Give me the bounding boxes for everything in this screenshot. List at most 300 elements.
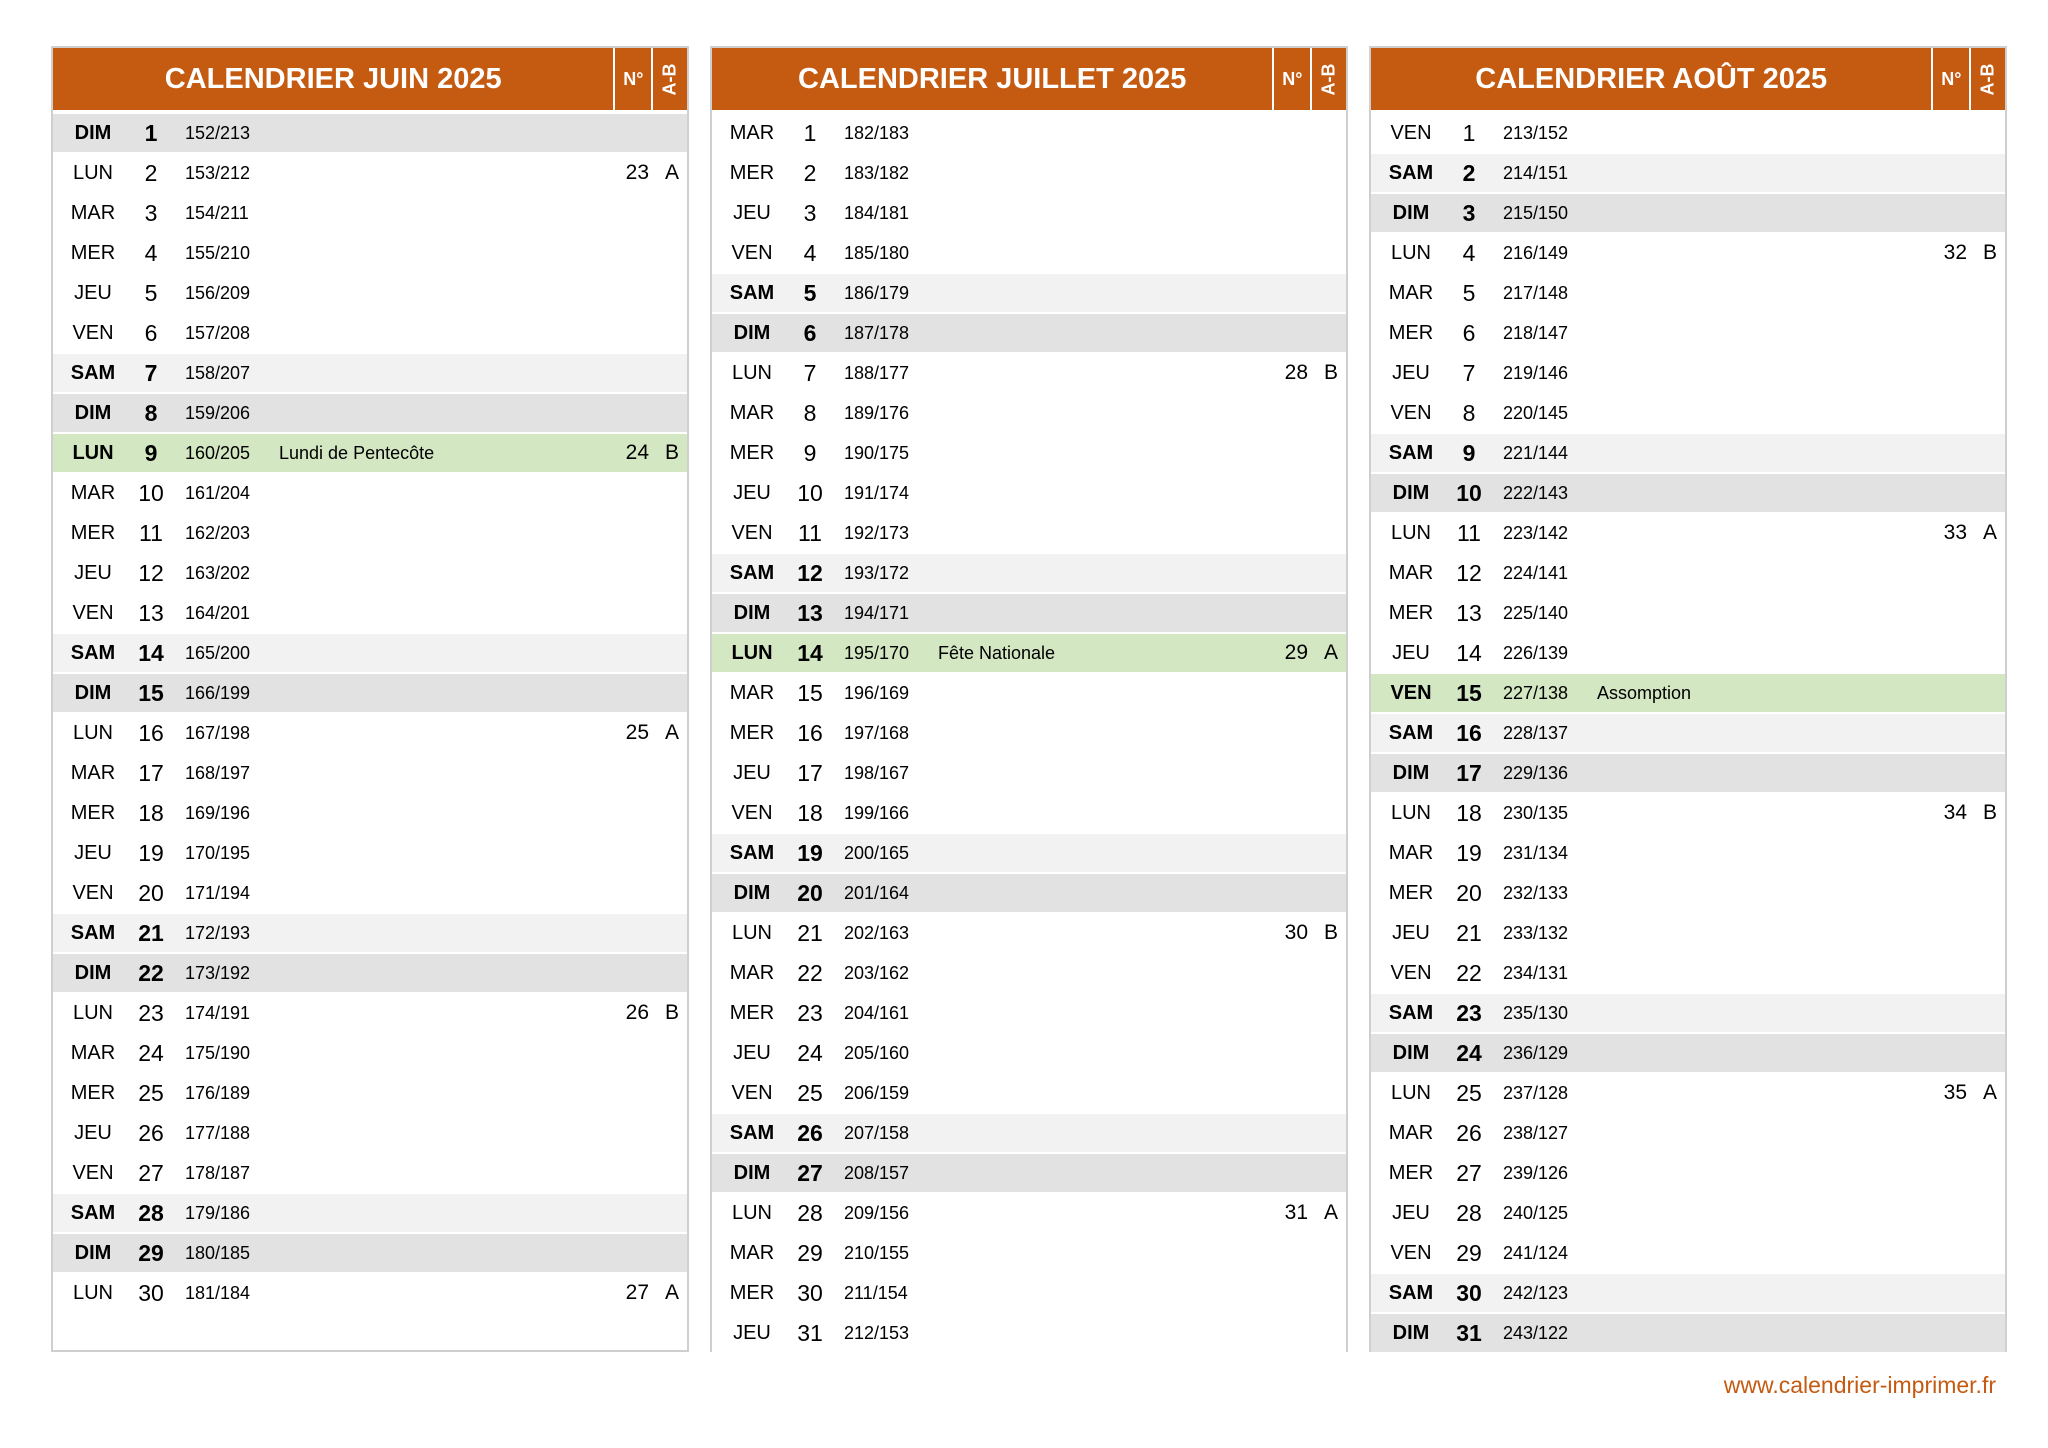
- day-row: [712, 1314, 1346, 1352]
- day-of-year: 239/126: [1503, 1162, 1569, 1183]
- day-of-year: 166/199: [185, 682, 251, 703]
- day-name: DIM: [733, 321, 771, 344]
- day-of-year: 234/131: [1503, 962, 1569, 983]
- day-name: MAR: [70, 1041, 116, 1064]
- day-name: VEN: [731, 801, 773, 824]
- day-of-year: 218/147: [1503, 322, 1569, 343]
- day-row: [1371, 314, 2005, 352]
- day-number: 17: [138, 759, 164, 786]
- day-name: JEU: [74, 281, 112, 304]
- day-name: DIM: [74, 681, 112, 704]
- day-number: 29: [797, 1239, 823, 1266]
- day-row: [1371, 434, 2005, 472]
- day-name: DIM: [733, 1161, 771, 1184]
- day-row: [1371, 994, 2005, 1032]
- day-of-year: 212/153: [844, 1322, 910, 1343]
- day-name: LUN: [72, 721, 113, 744]
- day-name: DIM: [74, 1241, 112, 1264]
- day-of-year: 169/196: [185, 802, 251, 823]
- day-number: 11: [798, 519, 822, 546]
- day-number: 26: [138, 1119, 164, 1146]
- day-row: [712, 154, 1346, 192]
- day-of-year: 182/183: [844, 122, 910, 143]
- day-name: DIM: [1392, 1041, 1430, 1064]
- day-name: MER: [70, 1081, 116, 1104]
- day-name: VEN: [72, 601, 114, 624]
- day-of-year: 198/167: [844, 762, 910, 783]
- day-row: [1371, 514, 2005, 552]
- day-number: 4: [803, 239, 817, 266]
- day-of-year: 238/127: [1503, 1122, 1569, 1143]
- day-number: 11: [1457, 519, 1481, 546]
- week-number-header: N°: [1931, 48, 1969, 110]
- day-row: [53, 1274, 687, 1312]
- day-row: [1371, 874, 2005, 912]
- day-name: LUN: [731, 641, 773, 664]
- day-number: 22: [797, 959, 823, 986]
- day-of-year: 156/209: [185, 282, 251, 303]
- day-name: JEU: [733, 761, 771, 784]
- day-of-year: 216/149: [1503, 242, 1569, 263]
- day-name: SAM: [1388, 441, 1434, 464]
- day-number: 13: [138, 599, 164, 626]
- week-ab: A: [664, 161, 679, 184]
- day-of-year: 233/132: [1503, 922, 1569, 943]
- day-row: [53, 394, 687, 432]
- day-of-year: 205/160: [844, 1042, 910, 1063]
- day-number: 17: [1456, 759, 1482, 786]
- day-name: MAR: [729, 401, 775, 424]
- day-number: 13: [1456, 599, 1482, 626]
- day-name: DIM: [1392, 1321, 1430, 1344]
- day-name: DIM: [733, 881, 771, 904]
- day-row: [1371, 394, 2005, 432]
- day-name: LUN: [1390, 801, 1431, 824]
- week-number: 30: [1284, 921, 1308, 944]
- day-name: VEN: [72, 321, 114, 344]
- day-name: MER: [729, 441, 775, 464]
- day-number: 30: [797, 1279, 823, 1306]
- day-name: SAM: [70, 361, 116, 384]
- day-row: [53, 554, 687, 592]
- day-number: 16: [1456, 719, 1482, 746]
- day-of-year: 236/129: [1503, 1042, 1569, 1063]
- day-row: [53, 114, 687, 152]
- day-number: 12: [1456, 559, 1482, 586]
- day-number: 29: [1456, 1239, 1482, 1266]
- week-ab-header: [1969, 48, 2005, 110]
- day-of-year: 203/162: [844, 962, 910, 983]
- day-of-year: 227/138: [1503, 682, 1569, 703]
- month-header: [53, 48, 687, 110]
- day-row: [1371, 954, 2005, 992]
- day-number: 5: [803, 279, 817, 306]
- day-row: [1371, 354, 2005, 392]
- day-name: MAR: [729, 121, 775, 144]
- day-row: [1371, 1074, 2005, 1112]
- day-number: 24: [797, 1039, 823, 1066]
- week-ab: B: [1323, 361, 1338, 384]
- day-row: [1371, 1274, 2005, 1312]
- day-row: [712, 714, 1346, 752]
- day-of-year: 232/133: [1503, 882, 1569, 903]
- week-ab: A: [1982, 1081, 1997, 1104]
- day-row: [712, 794, 1346, 832]
- day-name: SAM: [729, 561, 775, 584]
- day-row: [1371, 554, 2005, 592]
- day-row: [53, 234, 687, 272]
- day-of-year: 172/193: [185, 922, 251, 943]
- week-ab-label: A-B: [1318, 63, 1339, 95]
- day-name: MER: [1388, 601, 1434, 624]
- day-number: 28: [797, 1199, 823, 1226]
- day-name: JEU: [74, 561, 112, 584]
- day-row: [1371, 1154, 2005, 1192]
- day-row: [53, 1234, 687, 1272]
- day-row: [712, 354, 1346, 392]
- day-number: 23: [797, 999, 823, 1026]
- day-number: 7: [1462, 359, 1476, 386]
- week-number: 29: [1284, 641, 1308, 664]
- day-of-year: 170/195: [185, 842, 251, 863]
- day-number: 25: [138, 1079, 164, 1106]
- day-of-year: 196/169: [844, 682, 910, 703]
- day-name: VEN: [1390, 961, 1432, 984]
- day-row: [1371, 794, 2005, 832]
- day-row: [53, 754, 687, 792]
- day-name: SAM: [1388, 1281, 1434, 1304]
- day-of-year: 201/164: [844, 882, 910, 903]
- week-ab: A: [1982, 521, 1997, 544]
- day-name: MAR: [729, 1241, 775, 1264]
- day-of-year: 243/122: [1503, 1322, 1569, 1343]
- day-name: SAM: [1388, 161, 1434, 184]
- day-of-year: 222/143: [1503, 482, 1569, 503]
- week-ab-label: A-B: [659, 63, 680, 95]
- day-number: 28: [138, 1199, 164, 1226]
- day-name: SAM: [729, 841, 775, 864]
- day-row: [53, 1074, 687, 1112]
- day-number: 21: [138, 919, 164, 946]
- day-of-year: 217/148: [1503, 282, 1569, 303]
- day-number: 10: [138, 479, 164, 506]
- day-name: MAR: [729, 961, 775, 984]
- day-row: [53, 1114, 687, 1152]
- day-row: [53, 994, 687, 1032]
- day-row: [53, 1194, 687, 1232]
- day-number: 15: [797, 679, 823, 706]
- day-row: [1371, 594, 2005, 632]
- holiday-name: Fête Nationale: [938, 642, 1056, 663]
- day-row: [53, 834, 687, 872]
- day-name: DIM: [74, 961, 112, 984]
- day-of-year: 241/124: [1503, 1242, 1569, 1263]
- day-name: DIM: [74, 401, 112, 424]
- day-of-year: 175/190: [185, 1042, 251, 1063]
- day-number: 29: [138, 1239, 164, 1266]
- day-number: 9: [144, 439, 158, 466]
- day-number: 26: [797, 1119, 823, 1146]
- day-of-year: 215/150: [1503, 202, 1569, 223]
- day-number: 6: [144, 319, 158, 346]
- day-row: [53, 714, 687, 752]
- day-of-year: 202/163: [844, 922, 910, 943]
- day-of-year: 184/181: [844, 202, 910, 223]
- day-number: 8: [803, 399, 817, 426]
- day-of-year: 190/175: [844, 442, 910, 463]
- day-row: [712, 1074, 1346, 1112]
- day-of-year: 152/213: [185, 122, 251, 143]
- day-number: 30: [1456, 1279, 1482, 1306]
- day-name: MER: [70, 801, 116, 824]
- day-of-year: 231/134: [1503, 842, 1569, 863]
- day-of-year: 225/140: [1503, 602, 1569, 623]
- day-name: MAR: [1388, 561, 1434, 584]
- day-name: MAR: [70, 761, 116, 784]
- day-number: 3: [1462, 199, 1476, 226]
- day-name: SAM: [1388, 721, 1434, 744]
- day-row: [53, 674, 687, 712]
- day-number: 12: [138, 559, 164, 586]
- week-ab: A: [1323, 641, 1338, 664]
- day-of-year: 187/178: [844, 322, 910, 343]
- week-number: 24: [625, 441, 649, 464]
- day-of-year: 189/176: [844, 402, 910, 423]
- day-of-year: 163/202: [185, 562, 251, 583]
- day-row: [53, 354, 687, 392]
- week-number: 28: [1284, 361, 1308, 384]
- day-number: 6: [803, 319, 817, 346]
- day-number: 22: [138, 959, 164, 986]
- day-of-year: 219/146: [1503, 362, 1569, 383]
- day-row: [53, 634, 687, 672]
- day-number: 30: [138, 1279, 164, 1306]
- week-number: 27: [625, 1281, 649, 1304]
- day-of-year: 197/168: [844, 722, 910, 743]
- day-number: 9: [1462, 439, 1476, 466]
- day-name: LUN: [72, 1001, 113, 1024]
- week-number: 32: [1943, 241, 1967, 264]
- day-number: 18: [1456, 799, 1482, 826]
- day-row: [712, 674, 1346, 712]
- day-of-year: 200/165: [844, 842, 910, 863]
- day-number: 8: [144, 399, 158, 426]
- day-of-year: 199/166: [844, 802, 910, 823]
- day-of-year: 191/174: [844, 482, 910, 503]
- footer-url[interactable]: www.calendrier-imprimer.fr: [1723, 1372, 1996, 1398]
- day-of-year: 240/125: [1503, 1202, 1569, 1223]
- day-row: [712, 114, 1346, 152]
- day-name: VEN: [731, 521, 773, 544]
- day-row: [1371, 1114, 2005, 1152]
- day-row: [1371, 194, 2005, 232]
- day-row: [53, 874, 687, 912]
- day-row: [53, 1154, 687, 1192]
- day-name: DIM: [74, 121, 112, 144]
- day-of-year: 192/173: [844, 522, 910, 543]
- day-row: [1371, 914, 2005, 952]
- day-of-year: 185/180: [844, 242, 910, 263]
- day-of-year: 159/206: [185, 402, 251, 423]
- day-row: [53, 1034, 687, 1072]
- day-number: 31: [797, 1319, 823, 1346]
- day-number: 25: [797, 1079, 823, 1106]
- day-number: 24: [1456, 1039, 1482, 1066]
- day-name: LUN: [1390, 521, 1431, 544]
- day-name: LUN: [72, 441, 114, 464]
- day-of-year: 235/130: [1503, 1002, 1569, 1023]
- day-row: [712, 234, 1346, 272]
- day-row: [712, 274, 1346, 312]
- day-of-year: 224/141: [1503, 562, 1569, 583]
- day-of-year: 158/207: [185, 362, 251, 383]
- day-number: 8: [1462, 399, 1476, 426]
- day-row: [1371, 834, 2005, 872]
- day-of-year: 153/212: [185, 162, 251, 183]
- day-of-year: 221/144: [1503, 442, 1569, 463]
- day-name: MAR: [70, 201, 116, 224]
- day-row: [1371, 674, 2005, 712]
- day-number: 16: [797, 719, 823, 746]
- day-of-year: 179/186: [185, 1202, 251, 1223]
- day-number: 7: [144, 359, 158, 386]
- month-header: [1371, 48, 2005, 110]
- day-number: 26: [1456, 1119, 1482, 1146]
- day-of-year: 160/205: [185, 442, 251, 463]
- day-name: MER: [70, 521, 116, 544]
- day-of-year: 230/135: [1503, 802, 1569, 823]
- day-row: [712, 834, 1346, 872]
- day-number: 24: [138, 1039, 164, 1066]
- day-of-year: 161/204: [185, 482, 251, 503]
- day-list: [712, 110, 1346, 1352]
- day-row: [712, 914, 1346, 952]
- week-number-header: N°: [1272, 48, 1310, 110]
- day-name: MER: [1388, 321, 1434, 344]
- day-name: JEU: [74, 841, 112, 864]
- day-row: [1371, 1234, 2005, 1272]
- day-name: VEN: [1390, 401, 1432, 424]
- day-of-year: 208/157: [844, 1162, 910, 1183]
- day-of-year: 207/158: [844, 1122, 910, 1143]
- day-row: [53, 514, 687, 552]
- month-title: CALENDRIER JUIN 2025: [164, 62, 502, 95]
- day-name: DIM: [1392, 201, 1430, 224]
- day-row: [1371, 114, 2005, 152]
- day-number: 27: [797, 1159, 823, 1186]
- day-row: [712, 1194, 1346, 1232]
- month-title: CALENDRIER AOÛT 2025: [1475, 62, 1828, 95]
- day-name: MER: [729, 721, 775, 744]
- day-number: 20: [797, 879, 823, 906]
- day-number: 19: [797, 839, 823, 866]
- day-of-year: 211/154: [844, 1282, 908, 1303]
- week-number: 33: [1943, 521, 1967, 544]
- day-number: 10: [1456, 479, 1482, 506]
- day-row: [53, 474, 687, 512]
- day-number: 7: [803, 359, 817, 386]
- day-row: [712, 1114, 1346, 1152]
- day-row: [1371, 274, 2005, 312]
- day-row: [712, 314, 1346, 352]
- week-number: 25: [625, 721, 649, 744]
- day-number: 25: [1456, 1079, 1482, 1106]
- day-row: [53, 434, 687, 472]
- day-number: 2: [803, 159, 817, 186]
- day-of-year: 194/171: [844, 602, 910, 623]
- day-row: [1371, 1194, 2005, 1232]
- day-name: DIM: [1392, 481, 1430, 504]
- day-name: VEN: [731, 241, 773, 264]
- day-list: [1371, 110, 2005, 1352]
- day-row: [1371, 714, 2005, 752]
- day-name: JEU: [74, 1121, 112, 1144]
- day-name: VEN: [72, 881, 114, 904]
- day-name: SAM: [1388, 1001, 1434, 1024]
- day-number: 5: [1462, 279, 1476, 306]
- week-ab: B: [664, 441, 679, 464]
- day-row: [53, 914, 687, 952]
- day-name: JEU: [1392, 361, 1430, 384]
- day-of-year: 178/187: [185, 1162, 251, 1183]
- day-name: JEU: [733, 481, 771, 504]
- day-of-year: 188/177: [844, 362, 910, 383]
- day-name: VEN: [1390, 1241, 1432, 1264]
- month-header: [712, 48, 1346, 110]
- day-number: 12: [797, 559, 823, 586]
- day-name: JEU: [1392, 921, 1430, 944]
- day-of-year: 181/184: [185, 1282, 251, 1303]
- day-row: [712, 874, 1346, 912]
- day-number: 14: [138, 639, 164, 666]
- week-number-header: N°: [613, 48, 651, 110]
- day-of-year: 155/210: [185, 242, 251, 263]
- day-name: MER: [729, 161, 775, 184]
- day-number: 31: [1456, 1319, 1482, 1346]
- week-number: 26: [625, 1001, 649, 1024]
- day-name: DIM: [1392, 761, 1430, 784]
- day-of-year: 180/185: [185, 1242, 251, 1263]
- day-name: MER: [729, 1001, 775, 1024]
- month-title: CALENDRIER JUILLET 2025: [798, 62, 1187, 95]
- week-ab: A: [664, 721, 679, 744]
- day-row: [712, 194, 1346, 232]
- day-name: JEU: [1392, 1201, 1430, 1224]
- day-row: [712, 594, 1346, 632]
- week-number: 34: [1943, 801, 1967, 824]
- day-name: SAM: [70, 921, 116, 944]
- day-number: 1: [144, 119, 158, 146]
- day-name: LUN: [731, 921, 772, 944]
- day-name: MER: [70, 241, 116, 264]
- week-ab: A: [1323, 1201, 1338, 1224]
- day-name: VEN: [72, 1161, 114, 1184]
- day-row: [712, 994, 1346, 1032]
- day-number: 6: [1462, 319, 1476, 346]
- day-number: 3: [144, 199, 158, 226]
- day-number: 10: [797, 479, 823, 506]
- day-name: LUN: [1390, 1081, 1431, 1104]
- day-list: [53, 110, 687, 1312]
- day-number: 16: [138, 719, 164, 746]
- day-name: SAM: [729, 1121, 775, 1144]
- day-name: SAM: [70, 641, 116, 664]
- day-of-year: 186/179: [844, 282, 910, 303]
- day-number: 14: [797, 639, 823, 666]
- week-ab-header: [651, 48, 687, 110]
- day-name: MER: [729, 1281, 775, 1304]
- holiday-name: Lundi de Pentecôte: [279, 442, 435, 463]
